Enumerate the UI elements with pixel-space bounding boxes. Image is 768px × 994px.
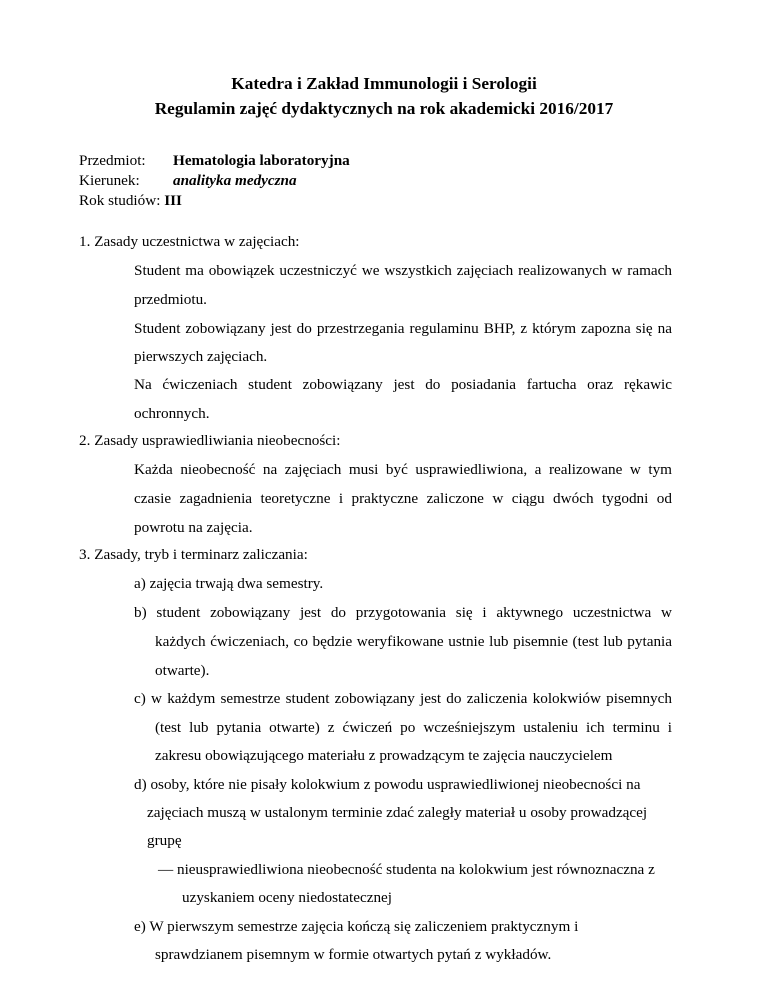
field-label: Kierunek:	[79, 172, 140, 189]
year-label: Rok studiów:	[79, 192, 161, 209]
item-d-subpoint: — nieusprawiedliwiona nieobecność studenta na kolokwium jest równoznaczna z	[158, 861, 655, 878]
year-row	[79, 192, 182, 210]
section-2-line: powrotu na zajęcia.	[134, 519, 253, 536]
subject-label: Przedmiot:	[79, 152, 146, 169]
item-c-line: c) w każdym semestrze student zobowiązany jest do zaliczenia kolokwiów pisemnych	[134, 690, 672, 707]
section-1-line: ochronnych.	[134, 405, 210, 422]
subject-row	[79, 152, 350, 170]
item-c-line: zakresu obowiązującego materiału z prowadzącym te zajęcia nauczycielem	[155, 747, 613, 764]
item-b-line: b) student zobowiązany jest do przygotowania się i aktywnego uczestnictwa w	[134, 604, 672, 621]
item-e-line: e) W pierwszym semestrze zajęcia kończą się zaliczeniem praktycznym i	[134, 918, 579, 935]
item-d-line: grupę	[147, 832, 182, 849]
section-1-line: Student zobowiązany jest do przestrzegania regulaminu BHP, z którym zapozna się na	[134, 320, 672, 337]
department-title: Katedra i Zakład Immunologii i Serologii	[231, 74, 537, 93]
section-1-line: pierwszych zajęciach.	[134, 348, 268, 365]
item-b-line: każdych ćwiczeniach, co będzie weryfikowane ustnie lub pisemnie (test lub pytania	[155, 633, 672, 650]
section-1-heading: 1. Zasady uczestnictwa w zajęciach:	[79, 233, 300, 250]
field-row	[79, 172, 297, 190]
item-c-line: (test lub pytania otwarte) z ćwiczeń po wcześniejszym ustaleniu ich terminu i	[155, 719, 672, 736]
section-3-heading: 3. Zasady, tryb i terminarz zaliczania:	[79, 546, 308, 563]
section-1-line: Na ćwiczeniach student zobowiązany jest do posiadania fartucha oraz rękawic	[134, 376, 672, 393]
item-d-line: zajęciach muszą w ustalonym terminie zdać zaległy materiał u osoby prowadzącej	[147, 804, 648, 821]
field-value: analityka medyczna	[173, 172, 297, 189]
item-d-subpoint: uzyskaniem oceny niedostatecznej	[182, 889, 393, 906]
item-a: a) zajęcia trwają dwa semestry.	[134, 575, 324, 592]
item-b-line: otwarte).	[155, 662, 210, 679]
section-2-heading: 2. Zasady usprawiedliwiania nieobecności:	[79, 432, 341, 449]
section-1-line: Student ma obowiązek uczestniczyć we wszystkich zajęciach realizowanych w ramach	[134, 262, 672, 279]
year-value: III	[164, 192, 182, 209]
item-e-line: sprawdzianem pisemnym w formie otwartych pytań z wykładów.	[155, 946, 552, 963]
section-2-line: czasie zagadnienia teoretyczne i praktyczne zaliczone w ciągu dwóch tygodni od	[134, 490, 672, 507]
section-1-line: przedmiotu.	[134, 291, 207, 308]
item-d-line: d) osoby, które nie pisały kolokwium z powodu usprawiedliwionej nieobecności na	[134, 776, 641, 793]
subject-value: Hematologia laboratoryjna	[173, 152, 350, 169]
section-2-line: Każda nieobecność na zajęciach musi być usprawiedliwiona, a realizowane w tym	[134, 461, 672, 478]
regulations-title: Regulamin zajęć dydaktycznych na rok akademicki 2016/2017	[154, 99, 614, 118]
